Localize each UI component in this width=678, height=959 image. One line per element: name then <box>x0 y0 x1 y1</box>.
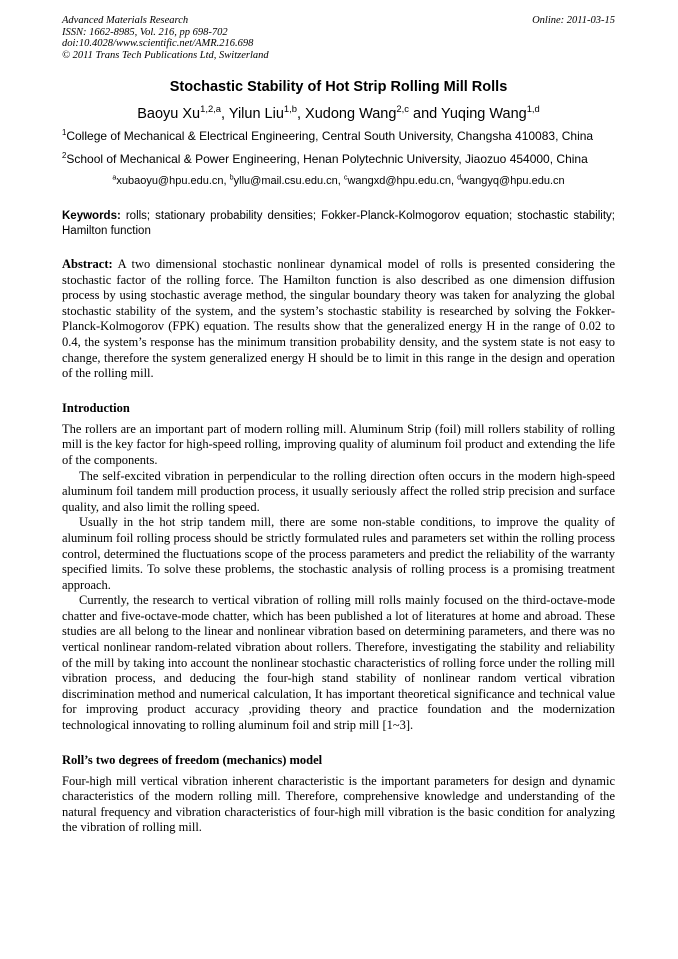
journal-header <box>62 15 615 61</box>
author-name: Baoyu Xu <box>137 106 201 122</box>
abstract-text: A two dimensional stochastic nonlinear dynamical model of rolls is presented considering the stochastic factor of the rolling force. The Hamilton function is also described as one dimension diffusion process by using stochastic average method, the singular boundary theory was taken for analyzing the global stochastic stability of the system, and the system’s stochastic stability is researched by solving the Fokker-Planck-Kolmogorov (FPK) equation. The results show that the generalized energy H in the range of 0.02 to 0.4, the system’s response has the minimum transition probability density, and the system state is not easy to change, therefore the system generalized energy H should be to limit in this range in the design and operation of the rolling mill. <box>62 257 615 381</box>
journal-name: Advanced Materials Research <box>62 15 189 26</box>
abstract-label: Abstract: <box>62 257 113 271</box>
author-name: Xudong Wang <box>305 106 397 122</box>
body-paragraph: Four-high mill vertical vibration inherent characteristic is the important parameters for design and dynamic characteristics of the modern rolling mill. Therefore, comprehensive knowledge and understanding of the natural frequency and vibration characteristics of four-high mill vibration is the basic condition for analyzing the vibration of rolling mill. <box>62 773 615 835</box>
affiliation-marker: 2 <box>62 151 67 160</box>
journal-copyright: © 2011 Trans Tech Publications Ltd, Switzerland <box>62 49 269 61</box>
email-address[interactable]: wangxd@hpu.edu.cn <box>347 175 451 187</box>
author-affiliation-marker: 1,d <box>526 103 540 115</box>
paper-page <box>62 0 615 836</box>
keywords-label: Keywords: <box>62 210 121 222</box>
keywords <box>62 209 615 238</box>
author-separator: , <box>296 106 306 122</box>
author-separator: , <box>221 106 229 122</box>
abstract <box>62 257 615 382</box>
body-paragraph: Currently, the research to vertical vibration of rolling mill rolls mainly focused on the third-octave-mode chatter and five-octave-mode chatter, which has been published a lot of literatures at home and abroad. These studies are all belong to the linear and nonlinear vibration based on determining parameters, and there was no vertical nonlinear random-related vibration about rollers. Therefore, investigating the stability and reliability of the mill by taking into account the nonlinear stochastic characteristics of rolling force under the rolling mill vibration process, and deducing the four-high stand stability of nonlinear random vertical vibration discrimination method and numerical calculation, It has important theoretical significance and technical value for improving product accuracy ,providing theory and practice foundation and the modernization technological innovating to rolling aluminum foil and strip mill [1~3]. <box>62 593 615 733</box>
email-list <box>62 174 615 188</box>
email-address[interactable]: yllu@mail.csu.edu.cn <box>233 175 338 187</box>
author-name: Yilun Liu <box>228 106 284 122</box>
email-address[interactable]: xubaoyu@hpu.edu.cn <box>116 175 224 187</box>
author-separator: and <box>408 106 441 122</box>
affiliation-marker: 1 <box>62 128 67 137</box>
author-affiliation-marker: 1,2,a <box>200 103 222 115</box>
author-name: Yuqing Wang <box>440 106 527 122</box>
keywords-text: rolls; stationary probability densities; Fokker-Planck-Kolmogorov equation; stochastic stability; Hamilton function <box>62 210 615 237</box>
email-marker: a <box>112 173 117 182</box>
email-marker: d <box>457 173 462 182</box>
paper-title: Stochastic Stability of Hot Strip Rolling Mill Rolls <box>169 79 508 95</box>
email-marker: b <box>229 173 234 182</box>
body-paragraph: The rollers are an important part of modern rolling mill. Aluminum Strip (foil) mill rollers stability of rolling mill is the key factor for high-speed rolling, improving quality of aluminum foil product and extending the life of the components. <box>62 421 615 467</box>
body-paragraph: The self-excited vibration in perpendicular to the rolling direction often occurs in the modern high-speed aluminum foil tandem mill production process, it usually seriously affect the rolled strip precision and surface quality, and also limit the rolling speed. <box>62 468 615 514</box>
author-affiliation-marker: 2,c <box>396 103 409 115</box>
email-address[interactable]: wangyq@hpu.edu.cn <box>461 175 565 187</box>
email-separator: , <box>337 175 344 187</box>
affiliation-2 <box>62 152 615 167</box>
email-marker: c <box>343 173 348 182</box>
body-paragraph: Usually in the hot strip tandem mill, there are some non-stable conditions, to improve the quality of aluminum foil rolling process should be strictly formulated rules and parameters set within the rolling process control, determined the fluctuations scope of the process parameters and predict the reliability of the warranty specified limits. To solve these problems, the stochastic analysis of rolling process is a promising treatment approach. <box>62 515 615 592</box>
journal-issn: ISSN: 1662-8985, Vol. 216, pp 698-702 <box>62 26 228 38</box>
affiliation-text: School of Mechanical & Power Engineering, Henan Polytechnic University, Jiaozuo 454000, China <box>66 152 588 166</box>
author-affiliation-marker: 1,b <box>283 103 297 115</box>
author-list <box>62 105 615 123</box>
affiliation-1 <box>62 129 615 144</box>
section-heading-model: Roll’s two degrees of freedom (mechanics) model <box>62 752 323 767</box>
affiliation-text: College of Mechanical & Electrical Engineering, Central South University, Changsha 410083, China <box>66 129 594 143</box>
online-date: Online: 2011-03-15 <box>532 15 615 26</box>
email-separator: , <box>223 175 230 187</box>
section-heading-introduction: Introduction <box>62 400 130 415</box>
email-separator: , <box>451 175 458 187</box>
journal-doi: doi:10.4028/www.scientific.net/AMR.216.698 <box>62 38 254 49</box>
